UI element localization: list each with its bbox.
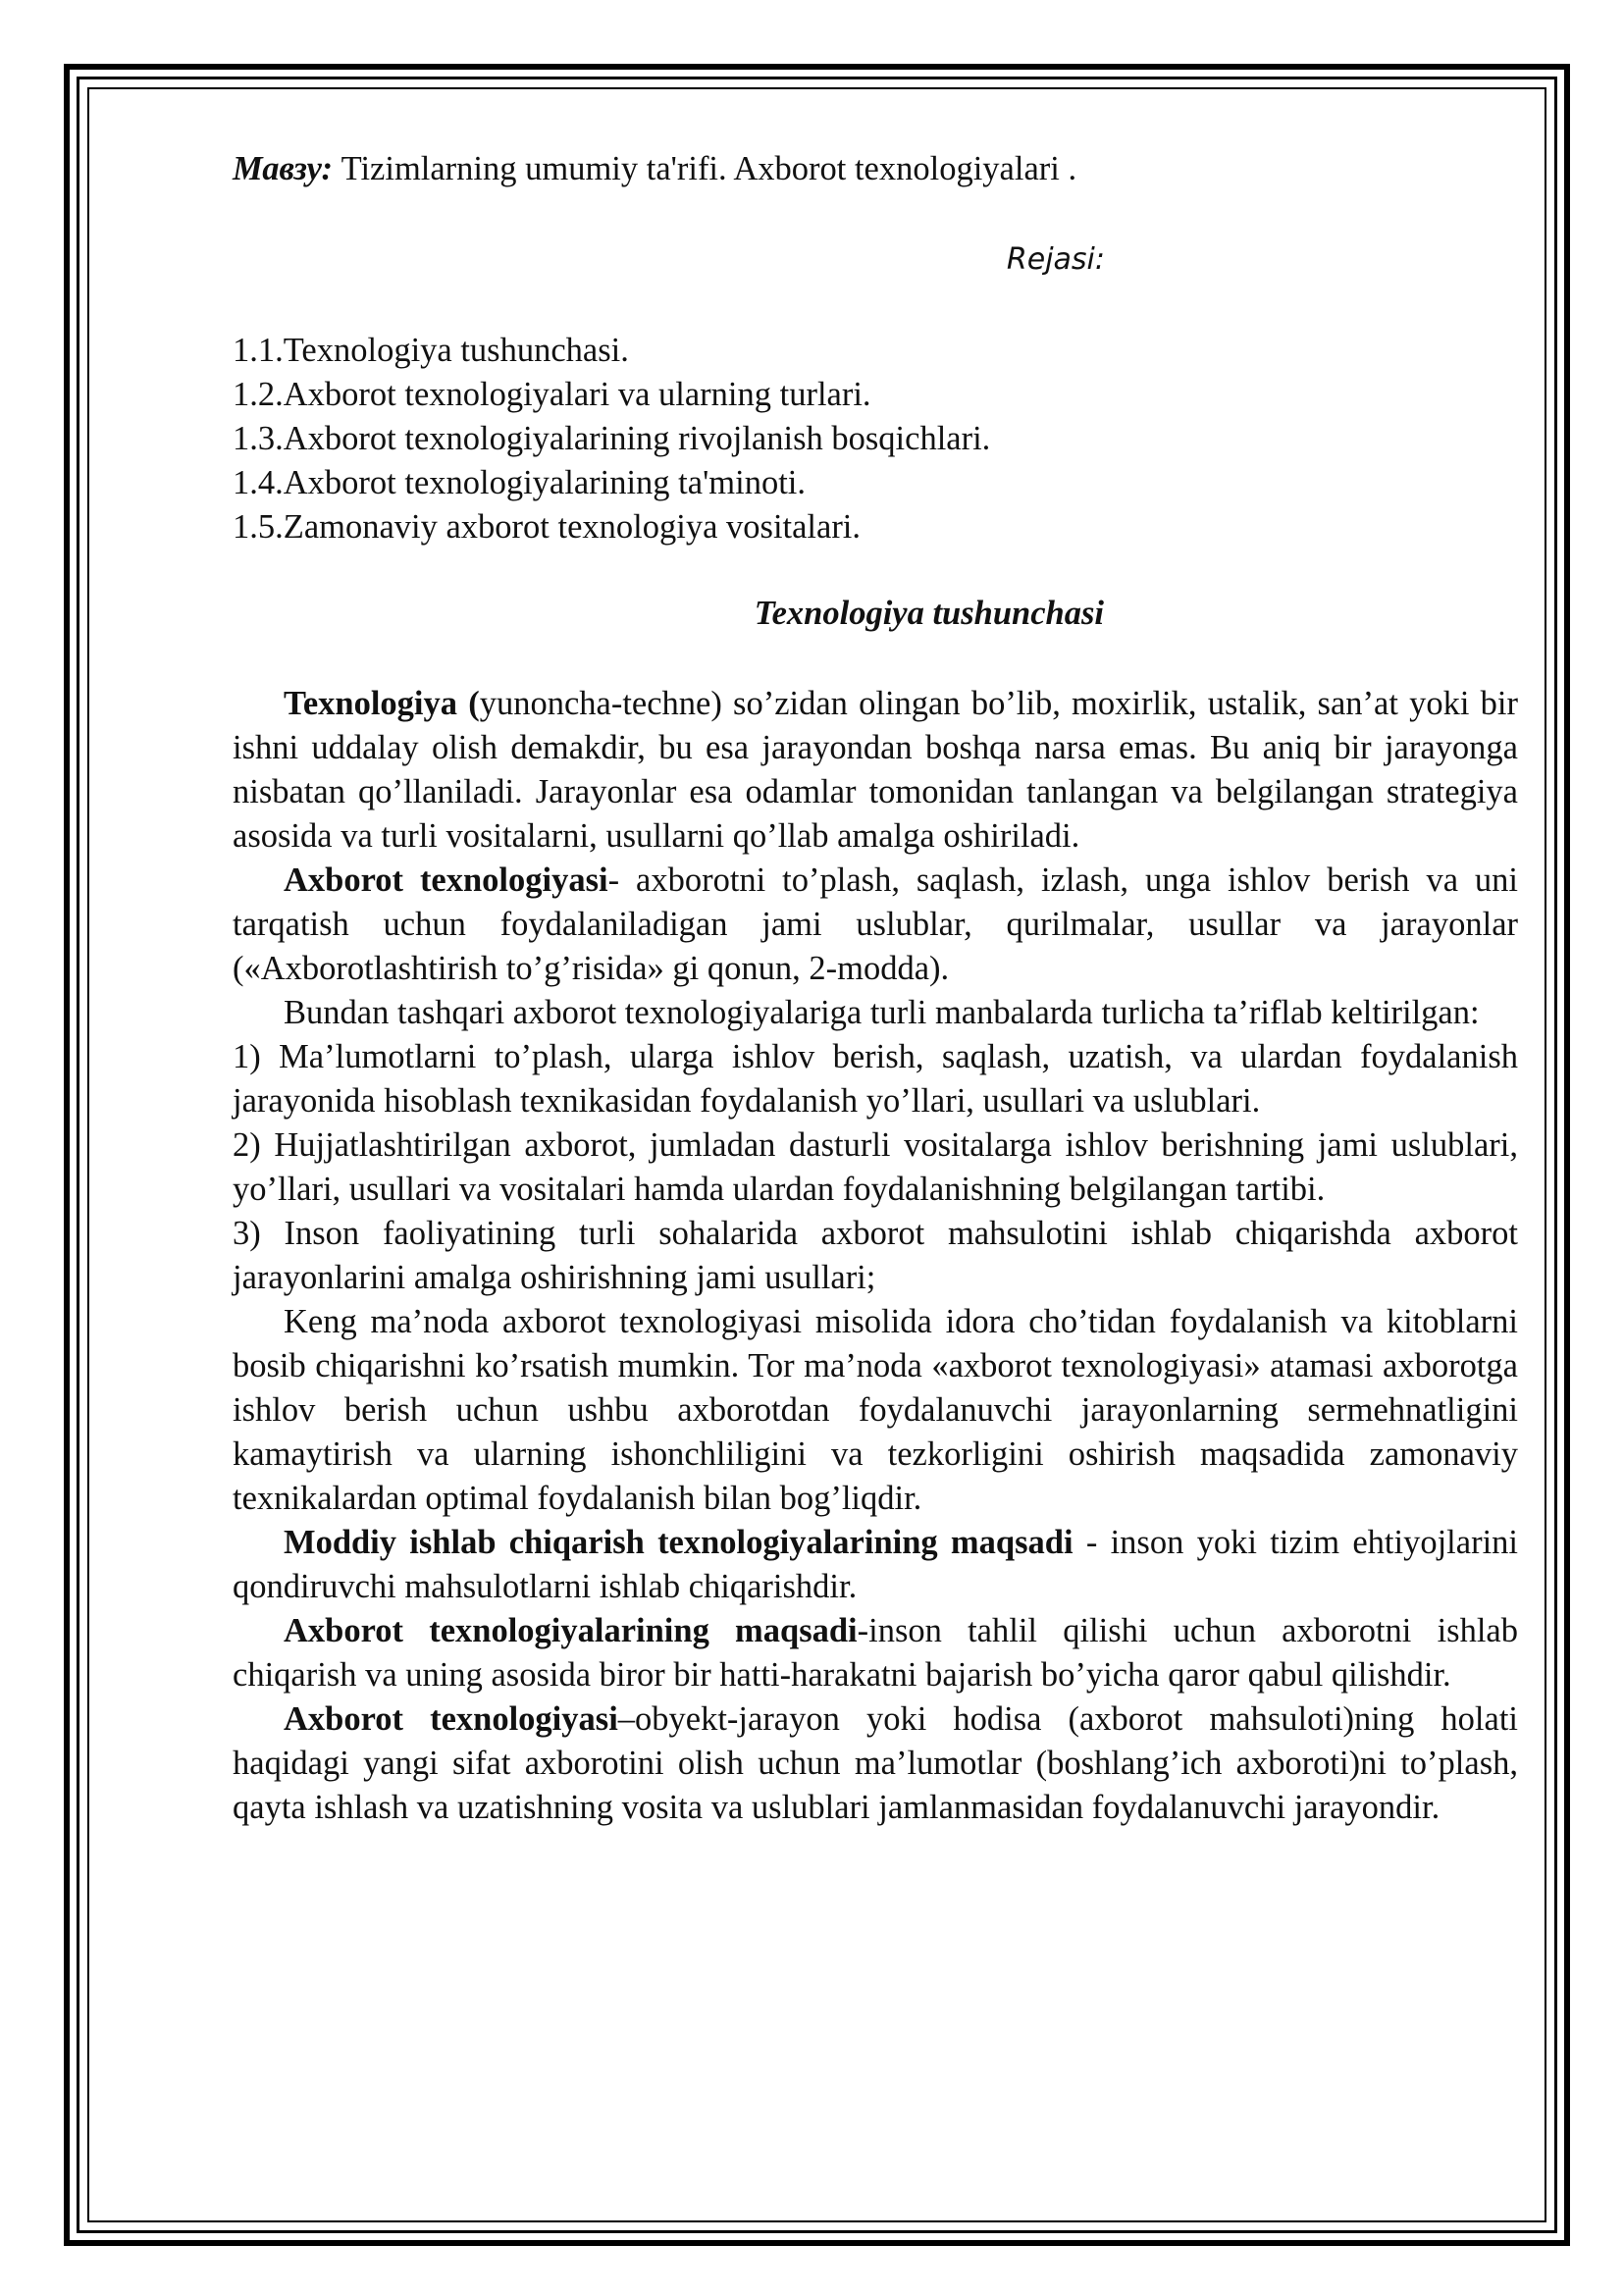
paragraph-term: Axborot texnologiyasi <box>284 861 608 899</box>
paragraph-term: Texnologiya ( <box>284 685 480 722</box>
paragraph-term: Axborot texnologiyasi <box>284 1700 618 1738</box>
paragraph-text: Bundan tashqari axborot texnologiyalariga turli manbalarda turlicha ta’riflab keltirilgan: <box>284 994 1480 1031</box>
paragraph <box>233 859 1518 991</box>
paragraph-text: - axborotni to’plash, saqlash, izlash, unga ishlov berish va uni tarqatish uchun foydalaniladigan jami uslublar, qurilmalar, usullar va jarayonlar («Axborotlashtirish to’g’risida» gi qonun, 2-modda). <box>233 861 1519 987</box>
numbered-paragraph <box>233 1212 1518 1300</box>
paragraph-term: Moddiy ishlab chiqarish texnologiyalarining maqsadi <box>284 1524 1074 1561</box>
paragraph <box>233 1697 1518 1830</box>
plan-item: 1.1.Texnologiya tushunchasi. <box>233 332 629 369</box>
paragraph-text: Keng ma’noda axborot texnologiyasi misolida idora cho’tidan foydalanish va kitoblarni bosib chiqarishni ko’rsatish mumkin. Tor ma’noda «axborot texnologiyasi» atamasi axborotga ishlov berish uchun ushbu axborotdan foydalanuvchi jarayonlarning sermehnatligini kamaytirish va ularning ishonchliligini va tezkorligini oshirish maqsadida zamonaviy texnikalardan optimal foydalanish bilan bog’liqdir. <box>233 1303 1518 1517</box>
document-content <box>233 147 1518 1830</box>
numbered-paragraph <box>233 1035 1518 1123</box>
paragraph-text: - inson yoki tizim ehtiyojlarini qondiruvchi mahsulotlarni ishlab chiqarishdir. <box>233 1524 1518 1605</box>
paragraph-text: -inson tahlil qilishi uchun axborotni ishlab chiqarish va uning asosida biror bir hatti-harakatni bajarish bo’yicha qaror qabul qilishdir. <box>233 1612 1518 1694</box>
plan-item: 1.5.Zamonaviy axborot texnologiya vositalari. <box>233 508 862 546</box>
paragraph-text: 1) Ma’lumotlarni to’plash, ularga ishlov berish, saqlash, uzatish, va ulardan foydalanish jarayonida hisoblash texnikasidan foydalanish yo’llari, usullari va uslublari. <box>233 1038 1518 1120</box>
paragraph-term: Axborot texnologiyalarining maqsadi <box>284 1612 858 1649</box>
paragraph <box>233 1609 1518 1697</box>
paragraph-text: 3) Inson faoliyatining turli sohalarida axborot mahsulotini ishlab chiqarishda axborot jarayonlarini amalga oshirishning jami usullari; <box>233 1215 1518 1296</box>
plan-item: 1.2.Axborot texnologiyalari va ularning turlari. <box>233 376 871 413</box>
paragraph <box>233 1300 1518 1521</box>
paragraph <box>233 682 1518 859</box>
plan-list <box>233 329 1518 549</box>
paragraph-text: yunoncha-techne) so’zidan olingan bo’lib, moxirlik, ustalik, san’at yoki bir ishni uddalay olish demakdir, bu esa jarayondan boshqa narsa emas. Bu aniq bir jarayonga nisbatan qo’llaniladi. Jarayonlar esa odamlar tomonidan tanlangan va belgilangan strategiya asosida va turli vositalarni, usullarni qo’llab amalga oshiriladi. <box>233 685 1518 855</box>
plan-title: Rejasi: <box>1006 242 1105 277</box>
paragraph <box>233 991 1518 1035</box>
numbered-paragraph <box>233 1123 1518 1212</box>
topic-label: Мавзу: <box>233 150 333 187</box>
paragraph-text: –obyekt-jarayon yoki hodisa (axborot mahsuloti)ning holati haqidagi yangi sifat axborotini olish uchun ma’lumotlar (boshlang’ich axboroti)ni to’plash, qayta ishlash va uzatishning vosita va uslublari jamlanmasidan foydalanuvchi jarayondir. <box>233 1700 1519 1826</box>
topic-line <box>233 147 1518 191</box>
plan-item: 1.3.Axborot texnologiyalarining rivojlanish bosqichlari. <box>233 420 991 457</box>
paragraph <box>233 1521 1518 1609</box>
topic-text: Tizimlarning umumiy ta'rifi. Axborot texnologiyalari . <box>332 150 1077 187</box>
paragraph-text: 2) Hujjatlashtirilgan axborot, jumladan dasturli vositalarga ishlov berishning jami uslublari, yo’llari, usullari va vositalari hamda ulardan foydalanishning belgilangan tartibi. <box>233 1126 1518 1208</box>
section-title: Texnologiya tushunchasi <box>754 595 1104 632</box>
document-body <box>233 682 1518 1830</box>
plan-item: 1.4.Axborot texnologiyalarining ta'minoti. <box>233 464 807 501</box>
